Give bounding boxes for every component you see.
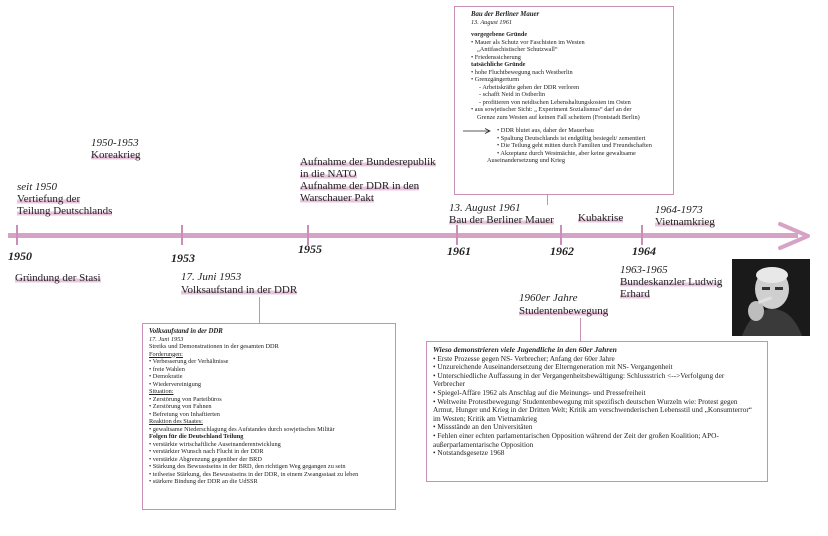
timeline-axis [8,233,798,238]
event-mauer-text: Bau der Berliner Mauer [449,214,554,226]
erhard-portrait [732,259,810,336]
box-title: Wieso demonstrieren viele Jugendliche in den 60er Jahren [433,345,617,354]
box-line: Verbrecher [433,379,466,389]
event-pakt-text: Aufnahme der DDR in den [300,180,420,192]
year-label: 1964 [632,244,656,258]
box-heading: Situation: [149,388,174,395]
event-vietnam-text: Vietnamkrieg [655,216,715,228]
connector-line [580,318,581,341]
mauer-info-box [454,6,674,195]
arrow-right-icon [463,128,493,134]
box-line: • Demokratie [149,373,183,380]
box-line: • Notstandsgesetze 1968 [433,448,505,458]
box-line: • aus sowjetischer Sicht: „ Experiment Sozialismus“ darf an der [471,106,632,113]
year-label: 1955 [298,242,322,256]
box-line: • DDR blutet aus, daher der Mauerbau [497,127,594,134]
event-nato-text: Aufnahme der Bundesrepublik [300,156,436,168]
event-erhard-text: Bundeskanzler Ludwig [620,276,723,288]
box-line: • Stärkung des Bewusstseins in der BRD, den richtigen Weg gegangen zu sein [149,463,346,470]
event-korea-text: Koreakrieg [91,149,141,161]
year-label: 1962 [550,244,574,258]
event-nato-text: in die NATO [300,168,357,180]
box-line: • Grenzgängerturm [471,76,520,83]
box-date: 13. August 1961 [471,18,512,26]
event-aufstand-text: Volksaufstand in der DDR [181,284,298,296]
box-heading: Reaktion des Staates: [149,418,203,425]
event-stasi-text: Gründung der Stasi [15,272,101,284]
box-heading: vorgegebene Gründe [471,31,528,38]
box-title: Volksaufstand in der DDR [149,328,223,335]
event-erhard-text: Erhard [620,288,650,300]
box-line: • Akzeptanz durch Westmächte, aber keine gewaltsame [497,149,636,157]
connector-line [547,195,548,205]
tick-1950 [16,225,18,245]
box-heading: tatsächliche Gründe [471,61,526,68]
box-line: • verstärkter Wunsch nach Flucht in der DDR [149,448,264,455]
event-1950-text: Vertiefung der [17,193,81,205]
box-line: Armut, Hunger und Krieg in der Dritten Welt; Kritik am verschwenderischen Lebensstil und „Konsumterror“ [433,405,753,415]
tick-1962 [560,225,562,245]
event-vietnam-date: 1964-1973 [655,204,703,216]
event-korea-date: 1950-1953 [91,137,139,149]
box-line: • Fehlen einer echten parlamentarischen Opposition während der Zeit der großen Koalition; APO- [433,430,719,440]
event-student-date: 1960er Jahre [519,292,578,304]
event-student-text: Studentenbewegung [519,305,609,317]
box-line: • Erste Prozesse gegen NS- Verbrecher; Anfang der 60er Jahre [433,353,615,363]
box-line: • verstärkte Abgrenzung gegenüber der BRD [149,455,262,463]
event-aufstand-date: 17. Juni 1953 [181,271,242,283]
box-line: • Missstände an den Universitäten [433,422,533,432]
box-line: • stärkere Bindung der DDR an die UdSSR [149,478,258,485]
box-line: • Wiedervereinigung [149,380,202,388]
event-pakt-text: Warschauer Pakt [300,192,374,204]
timeline-arrow-icon [776,221,812,251]
box-date: 17. Juni 1953 [149,335,184,343]
tick-1953 [181,225,183,245]
box-line: außerparlamentarische Opposition [433,439,534,449]
box-line: - profitieren von neidischen Lebenshaltungskosten im Osten [479,98,631,106]
connector-line [259,297,260,323]
box-line: im Westen; Kritik am Vietnamkrieg [433,413,538,423]
box-line: • teilweise Stärkung, des Bewusstseins in der DDR, in einem Zwangsstaat zu leben [149,470,359,478]
jugend-info-box [426,341,768,482]
year-label: 1950 [8,249,32,263]
year-label: 1961 [447,244,471,258]
box-line: Grenze zum Westen auf keinen Fall scheitern (Frontstadt Berlin) [477,113,640,121]
box-line: • Mauer als Schutz vor Faschisten im Westen [471,38,585,46]
box-line: • Spaltung Deutschlands ist endgültig besiegelt/ zementiert [497,134,646,142]
box-line: • Weltweite Protestbewegung/ Studentenbewegung mit spezifisch deutschen Wurzeln wie: Protest gegen [433,396,738,406]
box-line: • Friedenssicherung [471,53,521,61]
box-title: Bau der Berliner Mauer [471,11,540,18]
box-line: Streiks und Demonstrationen in der gesamten DDR [149,343,279,350]
event-1950-text: Teilung Deutschlands [17,205,113,217]
box-line: • Unzureichende Auseinandersetzung der Elterngeneration mit NS- Vergangenheit [433,362,673,372]
box-line: • Zerstörung von Fahnen [149,403,212,410]
box-line: • Verbesserung der Verhältnisse [149,358,229,365]
box-heading: Forderungen: [149,350,183,358]
box-heading: Folgen für die Deutschland Teilung [149,433,244,440]
tick-1961 [456,225,458,245]
box-line: • Spiegel-Affäre 1962 als Anschlag auf die Meinungs- und Pressefreiheit [433,387,646,397]
event-kuba-text: Kubakrise [578,212,624,224]
event-mauer-date: 13. August 1961 [449,202,521,214]
event-1950-date: seit 1950 [17,181,58,193]
box-line: „Antifaschistischer Schutzwall“ [477,46,558,53]
box-line: • Die Teilung geht mitten durch Familien und Freundschaften [497,142,652,149]
box-line: • verstärkte wirtschaftliche Auseinanderentwicklung [149,440,281,448]
tick-1964 [641,225,643,245]
box-line: • Befreiung von Inhaftierten [149,410,220,418]
box-line: Auseinandersetzung und Krieg [487,157,565,164]
box-line: - Arbeitskräfte gehen der DDR verloren [479,83,580,91]
box-line: • gewaltsame Niederschlagung des Aufstandes durch sowjetisches Militär [149,425,335,433]
aufstand-info-box [142,323,396,510]
box-line: • freie Wahlen [149,365,185,373]
box-line: - schafft Neid in Ostberlin [479,91,545,98]
year-label: 1953 [171,251,195,265]
box-line: • Zerstörung von Parteibüros [149,395,222,403]
event-erhard-date: 1963-1965 [620,264,668,276]
box-line: • hohe Fluchtbewegung nach Westberlin [471,68,573,76]
box-line: • Unterschiedliche Auffassung in der Vergangenheitsbewältigung: Schlussstrich <-->Verfolgung der [433,370,725,380]
